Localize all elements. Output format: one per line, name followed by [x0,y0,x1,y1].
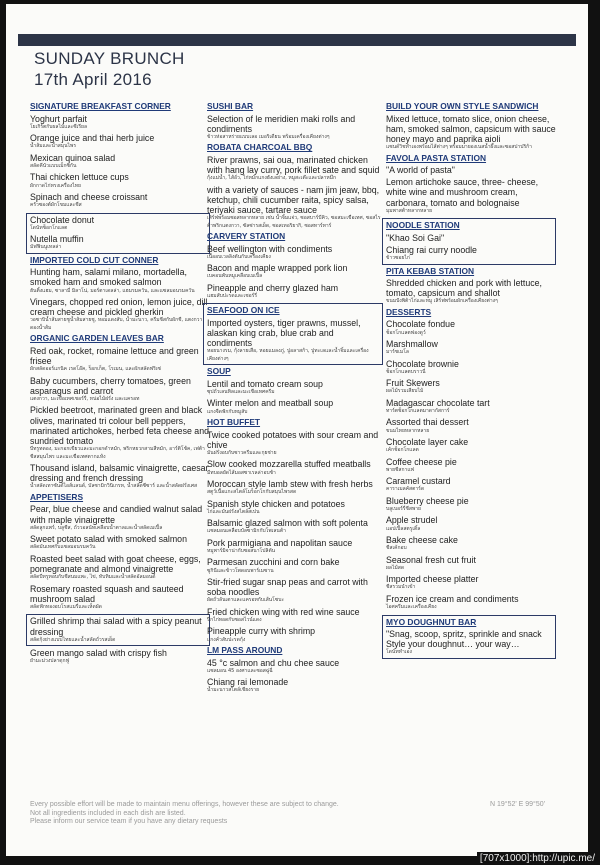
menu-item-name: Bake cheese cake [386,535,458,546]
menu-item-thai: บลูเบอร์รี่ชีสพาย [386,506,421,513]
menu-item [207,244,383,262]
menu-item-name: Balsamic glazed salmon with soft polenta [207,518,368,529]
menu-item [386,339,556,357]
menu-item-name: Chocolate donut [30,214,95,225]
menu-section [30,333,210,491]
menu-item-name: Pineapple curry with shrimp [207,626,316,637]
menu-item [30,616,206,644]
footer-disclaimer [30,801,339,827]
menu-item-name: Fried chicken wing with red wine sauce [207,606,360,617]
menu-item [207,398,383,416]
menu-item-thai: ขนมไทยหลากหลาย [386,427,430,434]
section-heading: FAVOLA PASTA STATION [386,152,487,163]
menu-section [207,101,383,141]
menu-item-name: Blueberry cheese pie [386,495,469,506]
section-heading: MYO DOUGHNUT BAR [386,616,477,627]
menu-item-thai: แฮมสับปะรดและเชอร์รี่ [207,292,258,299]
menu-item-name: River prawns, sai oua, marinated chicken with hang lay curry, pork fillet sate and squid [207,154,380,176]
menu-item [207,557,383,575]
menu-section [382,218,556,264]
menu-item-thai: สลัดกุ้งย่างแบบไทยและน้ำสลัดถั่วรสเผ็ด [30,636,116,643]
menu-item-thai: ข้าวซอยไก่ [386,255,410,262]
menu-item [207,658,383,676]
menu-item [386,245,552,263]
menu-item-name: Yoghurt parfait [30,113,87,124]
menu-item-name: Chiang rai lemonade [207,677,289,688]
menu-item-name: Stir-fried sugar snap peas and carrot with soba noodles [207,576,368,598]
menu-item [30,192,210,210]
menu-item-name: Imported oysters, tiger prawns, mussel, alaskan king crab, blue crab and condiments [207,317,361,349]
menu-column-2 [207,100,383,695]
menu-section [207,366,383,416]
menu-item-thai: เสิร์ฟพร้อมซอสหลากหลาย เช่น น้ำจิ้มแจ่ว, ซอสบาร์บีคิว, ซอสมะเขือเทศ, ซอสไรต้าพริกแตงกวา, ซัลซ่ารสเผ็ด, ซอสเทอริยากิ, ซอสทาร์ทาร์ [207,215,381,229]
menu-section [207,417,383,644]
menu-item-name: Grilled shrimp thai salad with a spicy peanut dressing [30,616,202,637]
menu-item-thai: มาร์ชเมโล [386,349,409,356]
menu-item [30,376,210,404]
menu-item [207,114,383,142]
menu-item-name: Beef wellington with condiments [207,243,333,254]
menu-section [386,153,556,216]
menu-item-thai: น้ำสลัดเทาซันด์ไอส์แลนด์, บัลซามิกวินิเกรท, น้ำสลัดซีซาร์ และน้ำสลัดฝรั่งเศส [30,483,198,490]
menu-item-name: Bacon and maple wrapped pork lion [207,263,348,274]
menu-item [207,185,383,230]
menu-item-thai: แอปเปิ้ลสตรูเดิ้ล [386,525,421,532]
section-heading: SIGNATURE BREAKFAST CORNER [30,101,171,111]
menu-item-name: Chocolate fondue [386,319,455,330]
menu-item [207,479,383,497]
menu-item-name: Pickled beetroot, marinated green and black olives, marinated tri colour bell peppers, marinated artichokes, herbed feta cheese and sundried tomato [30,405,209,447]
menu-item-name: Winter melon and meatball soup [207,398,334,409]
menu-item-thai: น้ำส้มและน้ำสมุนไพร [30,143,77,150]
menu-item [386,574,556,592]
menu-section [386,101,556,152]
menu-item [386,417,556,435]
menu-item [30,172,210,190]
menu-item [30,297,210,332]
menu-item-name: Nutella muffin [30,234,84,245]
menu-item-name: Frozen ice cream and condiments [386,593,519,604]
menu-section [30,101,210,210]
menu-column-1 [30,100,210,666]
menu-item-name: "A world of pasta" [386,165,455,176]
menu-item-name: Spinach and cheese croissant [30,191,148,202]
page-title [34,48,185,90]
menu-item [386,165,556,175]
menu-item-thai: เค้กช็อกโกแลต [386,447,419,454]
menu-item-thai: ช็อกโกแลตฟองดูว์ [386,329,426,336]
menu-item-thai: มีทบอลยัดไส้มอสซาเรลล่าอบช้า [207,469,276,476]
menu-item [207,459,383,477]
menu-item [386,233,552,243]
menu-item-thai: แซลมอนเคลือบบัลซามิกกับโพเลนต้า [207,528,286,535]
menu-item-name: Apple strudel [386,515,438,526]
menu-item-thai: ฮันติ้งแฮม, ซาลามี่ มิลาโน่, มอร์ตาเดลล่า, แฮมรมควัน, และแซลมอนรมควัน [30,287,195,294]
footer-line: Every possible effort will be made to maintain menu offerings, however these are subject to change. [30,801,339,808]
section-heading: BUILD YOUR OWN STYLE SANDWICH [386,101,539,111]
menu-item-thai: สลัดมันเทศกับแซลมอนรมควัน [30,544,96,551]
section-heading: SUSHI BAR [207,101,254,111]
menu-item-name: Pork parmigiana and napolitan sauce [207,537,353,548]
menu-item-thai: ผักสลัดออร์แกนิค เรดโอ๊ค, ร็อกเก็ต, โรเมน, และผักสลัดฟริเซ่ [30,366,161,373]
menu-item-name: Parmesan zucchini and corn bake [207,557,340,568]
title-line-1: SUNDAY BRUNCH [34,49,185,68]
menu-item [30,114,210,132]
menu-item [30,463,210,491]
menu-item [30,648,210,666]
menu-item-thai: ผลไม้สด [386,564,405,571]
menu-section [207,645,383,695]
menu-item-name: Thousand island, balsamic vinaigrette, caesar dressing and french dressing [30,463,209,484]
menu-item-thai: สลัดบีทรูทอบกับชีสนมแพะ, ไข่, ทับทิมและน้ำสลัดอัลมอนด์ [30,574,156,581]
menu-item-name: Hunting ham, salami milano, mortadella, smoked ham and smoked salmon [30,267,187,288]
menu-item [30,234,206,252]
menu-item-name: Madagascar chocolate tart [386,397,490,408]
menu-page [6,4,588,856]
menu-item-thai: บีทรูทดอง, มะกอกเขียวและมะกอกดำหมัก, พริกหยวกสามสีหมัก, อาร์ติโช้ค, เฟต้าชีสสมุนไพร และมะเขือเทศตากแห้ง [30,446,205,460]
menu-item-thai: แซนด์วิชทำเองพร้อมไส้ต่างๆ พร้อมมายองเนสน้ำผึ้งและซอสปาปริก้า [386,144,532,151]
menu-item-thai: เบคอนพันหมูเคลือบเมเปิ้ล [207,273,263,280]
menu-item [30,405,210,461]
menu-item-thai: วอซาบิน้ำส้มสายชูน้ำส้มสายชู, หอมแดงสับ, น้ำมะนาว, ครีมชีสกับผักชี, แตงกวาดองน้ำส้ม [30,317,203,331]
section-heading: IMPORTED COLD CUT CONNER [30,254,159,265]
menu-item-thai: ข้าวห่อสาหร่ายแบบเลอ เมอริเดียน พร้อมเครื่องเคียงต่างๆ [207,133,330,140]
section-heading: ROBATA CHARCOAL BBQ [207,142,313,153]
menu-item-name: Lentil and tomato cream soup [207,378,323,389]
menu-item-thai: โดนัทช็อกโกแลต [30,224,68,231]
menu-item-thai: ไอศครีมและเครื่องเคียง [386,604,437,611]
footer-line: Please inform our service team if you have any dietary requests [30,818,228,826]
menu-item-thai: ชีสเค้กอบ [386,545,407,552]
menu-item-thai: ผลไม้รวมเสียบไม้ [386,388,424,395]
menu-item-name: Shredded chicken and pork with lettuce, tomato, capsicum and shallot [386,278,542,299]
menu-item-thai: ช็อกโกแลตบราวนี่ [386,368,426,375]
menu-item-name: Lemon artichoke sauce, three- cheese, white wine and mushroom cream, carbonara, tomato and bolognaise [386,177,539,208]
menu-item-name: Mexican quinoa salad [30,152,116,163]
menu-section [382,615,556,659]
menu-item-thai: พายชีสกาแฟ [386,466,415,473]
menu-item [30,346,210,374]
section-heading: CARVERY STATION [207,231,286,242]
menu-item-thai: ซูกินีและข้าวโพดอบพาร์เมซาน [207,567,274,574]
menu-item-thai: ทาร์ตช็อกโกแลตมาดากัสการ์ [386,408,450,414]
menu-item [386,398,556,416]
section-heading: DESSERTS [386,306,432,317]
menu-item [30,267,210,295]
menu-item-name: Mixed lettuce, tomato slice, onion cheese, ham, smoked salmon, capsicum with sauce honey mayo and paprika aioli [386,113,556,144]
menu-item-thai: แซลมอน 45 องศาและซอสฉู่ฉี่ [207,667,273,674]
section-heading: NOODLE STATION [386,220,460,231]
menu-item [207,499,383,517]
menu-item [30,554,210,582]
menu-item-name: Thai chicken lettuce cups [30,172,129,183]
menu-item-thai: แกงคั่วสับปะรดกุ้ง [207,636,246,643]
menu-item [207,263,383,281]
menu-item-name: Baby cucumbers, cherry tomatoes, green asparagus and carrot [30,375,191,396]
menu-item [207,518,383,536]
menu-item [386,378,556,396]
section-heading: LM PASS AROUND [207,645,283,656]
menu-section [386,307,556,612]
menu-item-thai: ครัวซองต์ผักโขมและชีส [30,202,82,209]
menu-section [30,255,210,333]
menu-item-thai: เนื้ออบเวลลิงตันกับเครื่องเคียง [207,253,271,260]
menu-item-thai: แตงกวา, มะเขือเทศเชอร์รี่, หน่อไม้ฝรั่ง และแครอท [30,396,140,403]
section-heading: APPETISERS [30,491,84,502]
menu-item-name: Assorted thai dessert [386,417,469,428]
menu-item-thai: ผักกาดไก่ทรงเครื่องไทย [30,182,81,189]
menu-column-3 [386,100,556,659]
menu-item [386,114,556,152]
menu-item-thai: น้ำมะนาวสไตล์เชียงราย [207,687,260,694]
menu-item-name: Chocolate layer cake [386,437,469,448]
menu-item-thai: ไก่และมันฝรั่งสไตล์สเปน [207,508,260,515]
menu-item-thai: ซุปถั่วเลนทิลและมะเขือเทศครีม [207,389,275,395]
menu-item [207,577,383,605]
menu-item-name: Rosemary roasted squash and sauteed mushroom salad [30,583,184,604]
menu-item-name: "Snag, scoop, spritz, sprinkle and snack Style your doughnut… your way… [386,629,542,650]
menu-item-thai: หมูพาร์มิจาน่ากับซอสนาโปลิตัน [207,547,276,554]
menu-item [207,155,383,183]
menu-item-thai: ชีสรวมนำเข้า [386,584,416,591]
menu-item-name: Vinegars, chopped red onion, lemon juice, dill cream cheese and pickled gherkin [30,297,208,318]
menu-item-name: Imported cheese platter [386,574,479,585]
header-bar [18,34,576,46]
menu-item [207,626,383,644]
menu-item [30,153,210,171]
menu-item-name: with a variety of sauces - nam jim jeaw, bbq, ketchup, chili cucumber raita, spicy salsa, teriyaki sauce, tartare sauce [207,184,380,216]
menu-item-thai: สลัดฟักทองอบโรสแมรี่และเห็ดผัด [30,604,102,610]
menu-section [26,614,210,646]
menu-item-name: Spanish style chicken and potatoes [207,498,345,509]
menu-item-name: Green mango salad with crispy fish [30,648,167,659]
menu-item-thai: มุมพาสต้าหลากหลาย [386,207,433,214]
menu-item [386,437,556,455]
menu-item [30,584,210,612]
menu-item [386,629,552,657]
menu-item [386,535,556,553]
footer-line: Not all ingredients included in each dish are listed. [30,809,186,817]
watermark: [707x1000]:http://upic.me/ [477,852,598,865]
menu-item-name: Roasted beet salad with goat cheese, eggs, pomegranate and almond vinaigrette [30,553,201,574]
section-heading: SEAFOOD ON ICE [207,305,280,316]
menu-item [30,504,210,532]
menu-item-thai: ขนมปังพิต้าไก่และหมู เสิร์ฟพร้อมผักเครื่องเคียงต่างๆ [386,298,498,305]
menu-item [386,359,556,377]
menu-item [207,607,383,625]
menu-section [207,142,383,230]
menu-item-thai: ปีกไก่ทอดกับซอสไวน์แดง [207,617,262,623]
menu-section [30,492,210,612]
menu-item-thai: กุ้งแม่น้ำ, ไส้อั่ว, ไก่หมักแกงฮังเลย่าง, หมูสะเต๊ะและปลาหมึก [207,175,337,182]
menu-item [30,215,206,233]
menu-section [30,648,210,666]
menu-item [207,318,379,363]
menu-section [386,266,556,306]
menu-section [207,231,383,300]
menu-item-name: Marshmallow [386,338,438,349]
menu-item [207,430,383,458]
menu-item-thai: มันฝรั่งอบกับซาวครีมและกุยช่าย [207,449,277,456]
menu-item [386,319,556,337]
gps-coordinates: N 19°52' E 99°50' [490,801,545,808]
menu-section [203,303,383,365]
menu-item-name: Twice cooked potatoes with sour cream and chive [207,429,379,450]
menu-item-thai: แกงจืดฟักกับหมูสับ [207,408,248,415]
menu-item-name: 45 °c salmon and chu chee sauce [207,657,340,668]
menu-item-name: Slow cooked mozzarella stuffed meatballs [207,459,371,470]
menu-item-name: Sweet potato salad with smoked salmon [30,534,187,545]
menu-item-thai: ยำมะม่วงปลาดุกฟู [30,658,70,665]
menu-item-name: Pear, blue cheese and candied walnut salad with maple vinaigrette [30,504,203,525]
menu-item [386,177,556,215]
menu-item-name: Seasonal fresh cut fruit [386,554,476,565]
menu-item [30,534,210,552]
menu-item-thai: ผัดถั่วลันเตาและแครอทกับเส้นโซบะ [207,597,285,604]
menu-item-name: Moroccan style lamb stew with fresh herbs [207,478,373,489]
menu-item [386,515,556,533]
menu-item [30,133,210,151]
menu-item-thai: สลัดคีนัวแบบเม็กซิกัน [30,162,77,169]
menu-item [207,538,383,556]
menu-item [207,677,383,695]
section-heading: PITA KEBAB STATION [386,265,475,276]
menu-item-thai: หอยนางรม, กุ้งลายเสือ, หอยแมลงภู่, ปูอลาสก้า, ปูทะเลและน้ำจิ้มและเครื่องเคียงต่างๆ [207,348,369,362]
menu-item-name: Fruit Skewers [386,378,440,389]
section-heading: SOUP [207,366,231,377]
menu-item-thai: มัฟฟินนูเทลล่า [30,244,62,251]
menu-item-name: "Khao Soi Gai" [386,232,445,243]
menu-item [386,476,556,494]
title-line-2: 17th April 2016 [34,70,152,89]
menu-item [386,594,556,612]
menu-item-name: Pineapple and cherry glazed ham [207,282,339,293]
menu-item [386,457,556,475]
menu-item [207,283,383,301]
menu-item [386,278,556,306]
menu-item-name: Selection of le meridien maki rolls and condiments [207,113,356,134]
menu-item [386,496,556,514]
menu-item-name: Caramel custard [386,476,451,487]
menu-item-name: Red oak, rocket, romaine lettuce and green frisee [30,345,199,366]
menu-item-thai: สตูว์เนื้อแกะสไตล์โมร็อกโกกับสมุนไพรสด [207,489,297,496]
menu-item-name: Chiang rai curry noodle [386,244,477,255]
section-heading: ORGANIC GARDEN LEAVES BAR [30,333,164,344]
menu-item-name: Orange juice and thai herb juice [30,133,155,144]
menu-item-name: Chocolate brownie [386,358,459,369]
menu-section [26,213,210,254]
menu-item-thai: คาราเมลคัสตาร์ด [386,486,425,493]
menu-item-thai: สลัดลูกแพร์, บลูชีส, ถั่ววอลนัทเคลือบน้ำตาลและน้ำสลัดเมเปิ้ล [30,524,163,531]
menu-item-name: Coffee cheese pie [386,456,457,467]
menu-item [207,379,383,397]
menu-item [386,555,556,573]
section-heading: HOT BUFFET [207,417,261,428]
menu-item-thai: โดนัททำเอง [386,649,412,656]
menu-item-thai: โยเกิร์ตกับผลไม้และซีเรียล [30,123,88,130]
